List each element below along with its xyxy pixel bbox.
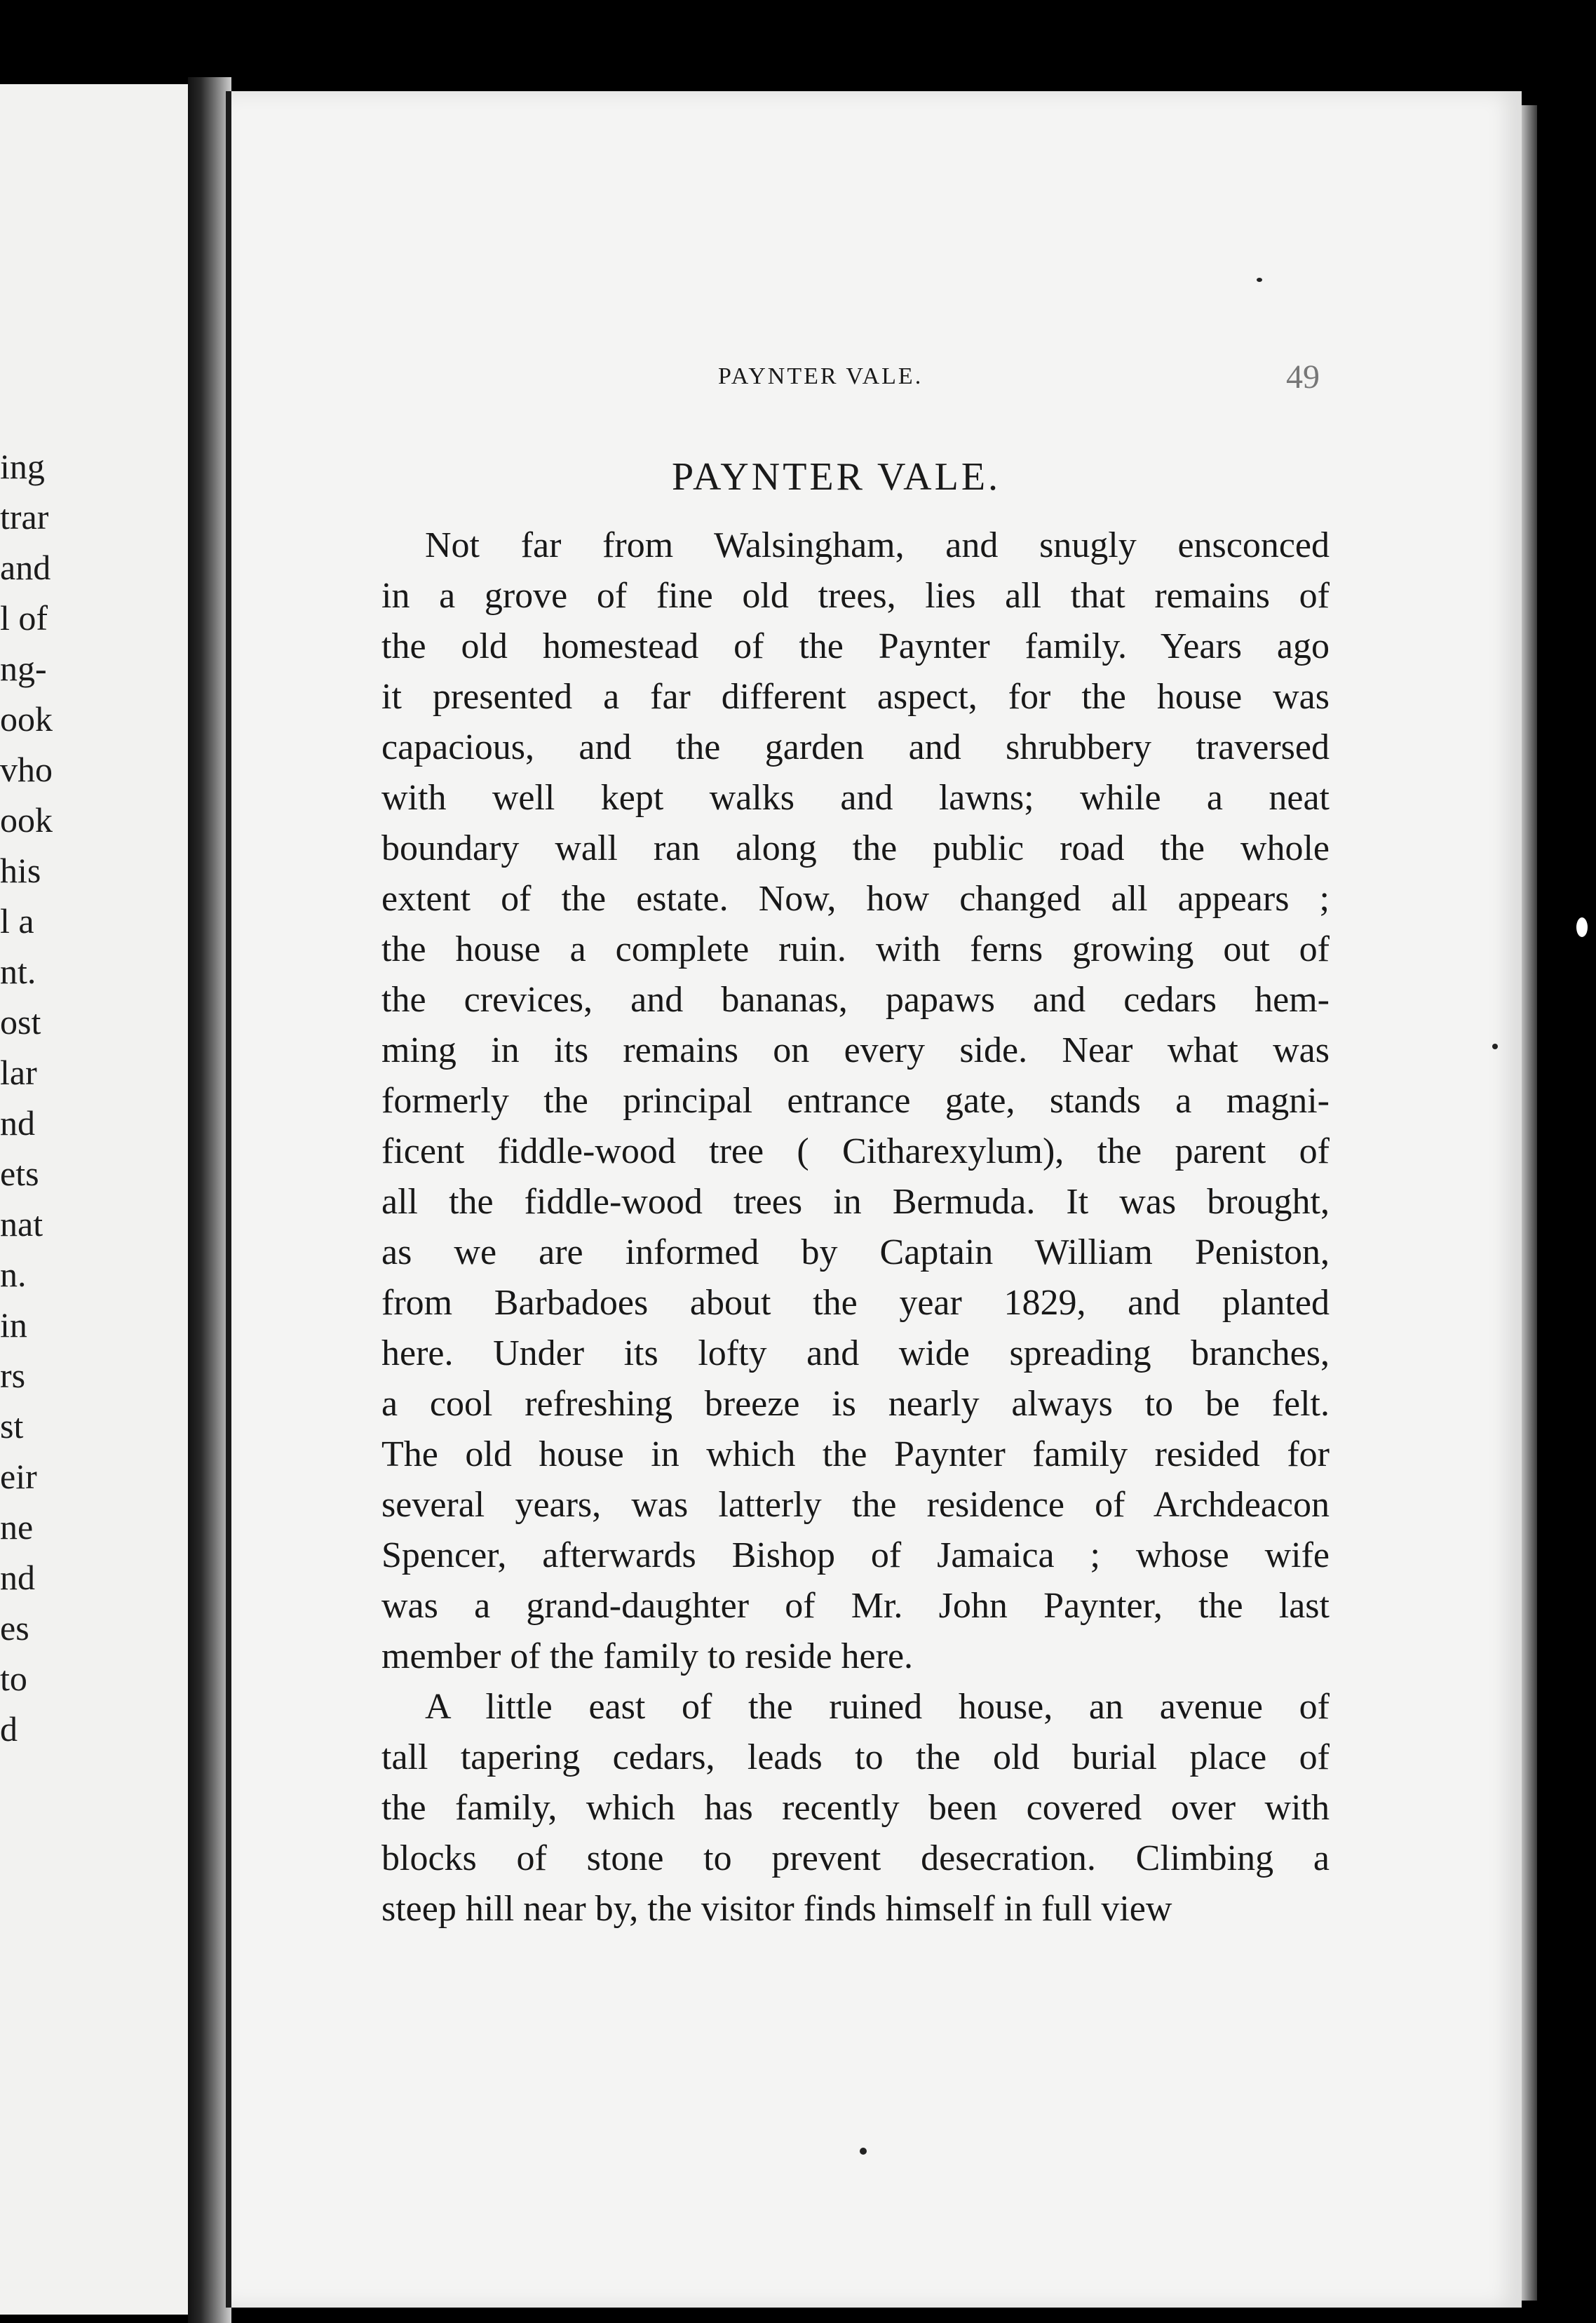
text-line: the old homestead of the Paynter family. Years ago <box>381 626 1330 666</box>
text-line: from Barbadoes about the year 1829, and planted <box>381 1283 1330 1323</box>
facing-page-line: es <box>0 1608 29 1648</box>
text-line: with well kept walks and lawns; while a neat <box>381 778 1330 818</box>
facing-page-line: ne <box>0 1507 34 1547</box>
facing-page-line: ook <box>0 699 53 739</box>
facing-page-line: lar <box>0 1053 37 1092</box>
running-head: PAYNTER VALE. <box>718 363 924 389</box>
facing-page-line: ost <box>0 1002 41 1042</box>
text-line: tall tapering cedars, leads to the old burial place of <box>381 1737 1330 1777</box>
facing-page-line: nat <box>0 1204 43 1244</box>
facing-page-line: trar <box>0 497 49 537</box>
text-line: A little east of the ruined house, an avenue of <box>425 1687 1330 1727</box>
scan-speck <box>1576 917 1588 937</box>
scan-speck <box>1492 1044 1498 1049</box>
text-line: ming in its remains on every side. Near what was <box>381 1030 1330 1070</box>
facing-page-line: ing <box>0 447 45 486</box>
facing-page-line: ets <box>0 1154 39 1193</box>
facing-page-line: ng- <box>0 649 47 688</box>
facing-page-line: nd <box>0 1558 35 1597</box>
facing-page-fragment <box>0 84 188 2315</box>
text-line: in a grove of fine old trees, lies all that remains of <box>381 576 1330 616</box>
facing-page-line: nd <box>0 1103 35 1143</box>
text-line: the family, which has recently been covered over with <box>381 1788 1330 1828</box>
text-line: all the fiddle-wood trees in Bermuda. It was brought, <box>381 1182 1330 1222</box>
facing-page-line: l of <box>0 598 48 638</box>
text-line: Spencer, afterwards Bishop of Jamaica ; whose wife <box>381 1535 1330 1575</box>
facing-page-line: his <box>0 851 41 890</box>
facing-page-line: and <box>0 548 51 587</box>
facing-page-line: st <box>0 1406 24 1446</box>
text-line: was a grand-daughter of Mr. John Paynter, the last <box>381 1586 1330 1626</box>
facing-page-line: d <box>0 1709 18 1749</box>
text-line: The old house in which the Paynter family resided for <box>381 1434 1330 1474</box>
text-line: steep hill near by, the visitor finds himself in full view <box>381 1889 1172 1929</box>
text-line: the crevices, and bananas, papaws and cedars hem- <box>381 980 1330 1020</box>
text-line: blocks of stone to prevent desecration. Climbing a <box>381 1838 1330 1878</box>
scan-speck <box>860 2148 867 2155</box>
text-line: here. Under its lofty and wide spreading branches, <box>381 1333 1330 1373</box>
facing-page-line: to <box>0 1659 27 1698</box>
text-line: the house a complete ruin. with ferns growing out of <box>381 929 1330 969</box>
binding-edge <box>226 91 231 2308</box>
text-line: extent of the estate. Now, how changed all appears ; <box>381 879 1330 919</box>
page-edge-shadow <box>1522 105 1537 2301</box>
facing-page-line: vho <box>0 750 53 789</box>
text-line: a cool refreshing breeze is nearly always to be felt. <box>381 1384 1330 1424</box>
facing-page-line: eir <box>0 1457 37 1496</box>
facing-page-line: nt. <box>0 952 36 991</box>
facing-page-line: n. <box>0 1255 27 1294</box>
text-line: boundary wall ran along the public road the whole <box>381 828 1330 868</box>
facing-page-line: ook <box>0 800 53 840</box>
text-line: capacious, and the garden and shrubbery traversed <box>381 727 1330 767</box>
scan-speck <box>1257 278 1262 282</box>
facing-page-line: in <box>0 1305 27 1345</box>
page-number: 49 <box>1286 358 1320 396</box>
facing-page-line: rs <box>0 1356 26 1395</box>
text-line: ficent fiddle-wood tree ( Citharexylum), the parent of <box>381 1131 1330 1171</box>
text-line: several years, was latterly the residence of Archdeacon <box>381 1485 1330 1525</box>
text-line: member of the family to reside here. <box>381 1636 914 1676</box>
facing-page-line: l a <box>0 901 34 941</box>
text-line: formerly the principal entrance gate, stands a magni- <box>381 1081 1330 1121</box>
text-line: Not far from Walsingham, and snugly ensconced <box>425 525 1330 565</box>
chapter-title: PAYNTER VALE. <box>672 455 1001 499</box>
book-gutter <box>188 77 231 2323</box>
text-line: it presented a far different aspect, for the house was <box>381 677 1330 717</box>
text-line: as we are informed by Captain William Peniston, <box>381 1232 1330 1272</box>
